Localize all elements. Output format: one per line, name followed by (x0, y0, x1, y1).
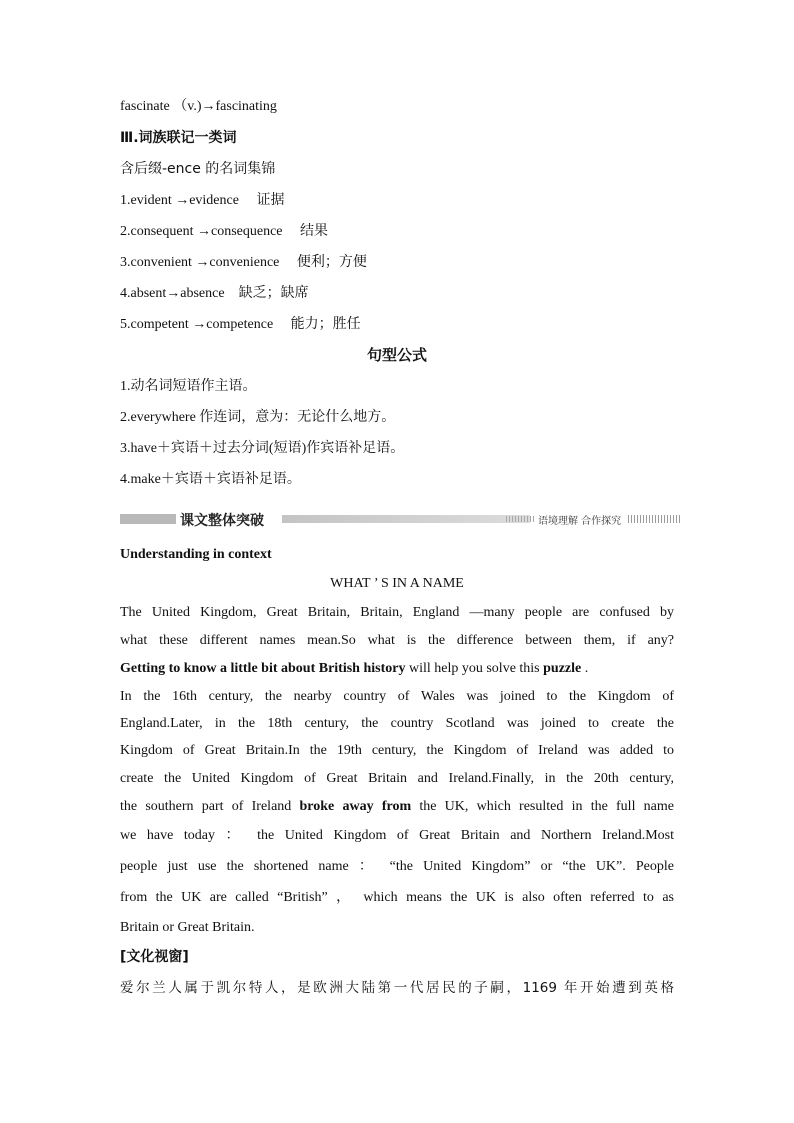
p1-line-1: The United Kingdom, Great Britain, Britain, England —many people are confused by (120, 605, 674, 620)
vocab-item-1: 1.evident →evidence 证据 (120, 193, 285, 208)
reading-title: WHAT ’ S IN A NAME (330, 576, 464, 591)
vocab-item-4: 4.absent→absence 缺乏；缺席 (120, 286, 309, 301)
text-span: . (581, 661, 589, 676)
suffix-subtitle: 含后缀-ence 的名词集锦 (120, 161, 276, 177)
banner-decor-middle (282, 515, 530, 523)
bold-phrase: Getting to know a little bit about British history (120, 661, 406, 676)
p2-line-8: from the UK are called “British” ， which means the UK is also often referred to as (120, 890, 674, 905)
vocab-item-3: 3.convenient →convenience 便利；方便 (120, 255, 367, 270)
text-span: the UK, which resulted in the full name (411, 799, 675, 814)
banner-tags: 语境理解 合作探究 (538, 516, 622, 527)
vocab-item-5: 5.competent →competence 能力；胜任 (120, 317, 361, 332)
vocab-item-2: 2.consequent →consequence 结果 (120, 224, 328, 239)
banner-decor-left (120, 514, 176, 524)
culture-line-1: 爱尔兰人属于凯尔特人，是欧洲大陆第一代居民的子嗣，1169 年开始遭到英格 (120, 980, 674, 996)
banner-decor-stripes (506, 516, 536, 522)
vocab-fascinate: fascinate （v.)→fascinating (120, 99, 277, 114)
banner-decor-right (628, 515, 680, 523)
pattern-item-3: 3.have＋宾语＋过去分词(短语)作宾语补足语。 (120, 441, 405, 456)
pattern-item-1: 1.动名词短语作主语。 (120, 379, 257, 394)
reading-heading: Understanding in context (120, 547, 272, 562)
pattern-item-2: 2.everywhere 作连词，意为：无论什么地方。 (120, 410, 396, 425)
pattern-item-4: 4.make＋宾语＋宾语补足语。 (120, 472, 301, 487)
culture-title: [文化视窗] (120, 949, 189, 965)
p1-line-2: what these different names mean.So what is the difference between them, if any? (120, 633, 674, 648)
p2-line-1: In the 16th century, the nearby country of Wales was joined to the Kingdom of (120, 689, 674, 704)
text-span: will help you solve this (405, 661, 544, 676)
p2-line-2: England.Later, in the 18th century, the country Scotland was joined to create the (120, 716, 674, 731)
p2-line-6: we have today ： the United Kingdom of Great Britain and Northern Ireland.Most (120, 828, 674, 843)
p2-line-9: Britain or Great Britain. (120, 920, 255, 935)
p2-line-4: create the United Kingdom of Great Britain and Ireland.Finally, in the 20th century, (120, 771, 674, 786)
p1-line-3 (120, 660, 588, 678)
p2-line-5 (120, 798, 674, 816)
section-title-word-family: Ⅲ.词族联记一类词 (120, 130, 237, 146)
text-span: the southern part of Ireland (120, 799, 300, 814)
p2-line-3: Kingdom of Great Britain.In the 19th century, the Kingdom of Ireland was added to (120, 743, 674, 758)
sentence-patterns-title: 句型公式 (366, 346, 427, 364)
banner-title: 课文整体突破 (180, 513, 264, 529)
bold-phrase-broke-away: broke away from (299, 799, 412, 814)
p2-line-7: people just use the shortened name ： “the United Kingdom” or “the UK”. People (120, 859, 674, 874)
bold-word-puzzle: puzzle (543, 661, 582, 676)
section-banner (120, 511, 680, 527)
